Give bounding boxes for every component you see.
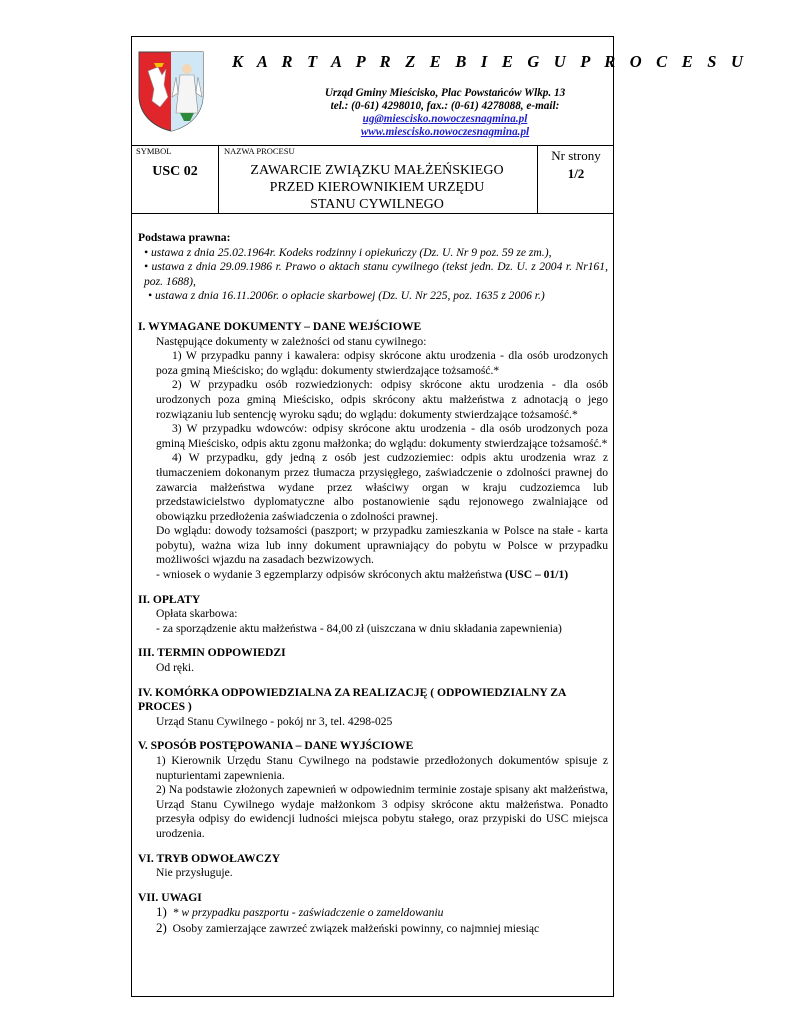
document-header bbox=[132, 37, 749, 146]
section-text: Nie przysługuje. bbox=[156, 866, 233, 880]
process-info-row bbox=[132, 145, 613, 214]
section-text: Od ręki. bbox=[156, 661, 194, 675]
request-text: - wniosek o wydanie 3 egzemplarzy odpisów skróconych aktu małżeństwa bbox=[156, 568, 506, 582]
section-paragraph: 2) W przypadku osób rozwiedzionych: odpisy skrócone aktu urodzenia - dla osób urodzonych poza gminą Mieścisko, odpis skrócony aktu małżeństwa z adnotacją o jego rozwiązaniu lub sentencję wyroku sądu; do wglądu: dokumenty stwierdzające tożsamość.* bbox=[156, 378, 608, 421]
section-heading: IV. KOMÓRKA ODPOWIEDZIALNA ZA REALIZACJĘ ( ODPOWIEDZIALNY ZA PROCES ) bbox=[138, 685, 566, 714]
section-heading: V. SPOSÓB POSTĘPOWANIA – DANE WYJŚCIOWE bbox=[138, 739, 414, 753]
remark-item bbox=[138, 921, 608, 937]
email-link[interactable]: ug@miescisko.nowoczesnagmina.pl bbox=[362, 113, 528, 125]
legal-basis-item: • ustawa z dnia 29.09.1986 r. Prawo o aktach stanu cywilnego (tekst jedn. Dz. U. z 2004 r. Nr161, poz. 1688), bbox=[144, 260, 608, 288]
remark-number: 1) bbox=[156, 904, 167, 920]
office-address bbox=[277, 87, 613, 139]
section-paragraph: 1) W przypadku panny i kawalera: odpisy skrócone aktu urodzenia - dla osób urodzonych poza gminą Mieścisko; do wglądu: dokumenty stwierdzające tożsamość.* bbox=[156, 349, 608, 377]
section-text: Opłata skarbowa: bbox=[156, 607, 238, 621]
remark-number: 2) bbox=[156, 919, 167, 935]
legal-basis-heading: Podstawa prawna: bbox=[138, 231, 231, 244]
website-link[interactable]: www.miescisko.nowoczesnagmina.pl bbox=[360, 126, 530, 138]
document-frame bbox=[131, 36, 749, 997]
legal-basis-item: • ustawa z dnia 25.02.1964r. Kodeks rodzinny i opiekuńczy (Dz. U. Nr 9 poz. 59 ze zm.), bbox=[144, 245, 552, 259]
remark-item bbox=[138, 905, 608, 921]
process-symbol: USC 02 bbox=[152, 164, 198, 179]
section-text: Urząd Stanu Cywilnego - pokój nr 3, tel. 4298-025 bbox=[156, 714, 393, 728]
address-line: Urząd Gminy Mieścisko, Plac Powstańców Wlkp. 13 bbox=[324, 87, 566, 99]
section-heading: VII. UWAGI bbox=[138, 890, 202, 904]
document-title: K A R T A P R Z E B I E G U P R O C E S U bbox=[232, 52, 749, 71]
section-paragraph: 2) Na podstawie złożonych zapewnień w odpowiednim terminie zostaje spisany akt małżeństwa, Urząd Stanu Cywilnego wydaje małżonkom 3 odpisy skrócone aktu małżeństwa. Ponadto przesyła odpisy do ewidencji ludności miejsca pobytu stałego, oraz przypiski do USC miejsca urodzenia. bbox=[156, 783, 608, 840]
process-name-line: ZAWARCIE ZWIĄZKU MAŁŻEŃSKIEGO bbox=[250, 163, 504, 178]
symbol-cell bbox=[132, 145, 219, 213]
page-number-label: Nr strony bbox=[551, 148, 601, 163]
remark-text: * w przypadku paszportu - zaświadczenie o zameldowaniu bbox=[172, 906, 444, 920]
section-paragraph: 3) W przypadku wdowców: odpisy skrócone aktu urodzenia - dla osób urodzonych poza gminą Mieścisko, odpis aktu zgonu małżonka; do wglądu: dokumenty stwierdzające tożsamość.* bbox=[156, 422, 608, 450]
process-name-label: NAZWA PROCESU bbox=[224, 146, 295, 156]
process-name-line: PRZED KIEROWNIKIEM URZĘDU bbox=[269, 180, 485, 195]
coat-of-arms-icon bbox=[136, 49, 206, 133]
section-text: - za sporządzenie aktu małżeństwa - 84,00 zł (uiszczana w dniu składania zapewnienia) bbox=[156, 621, 562, 635]
section-paragraph: 1) Kierownik Urzędu Stanu Cywilnego na podstawie przedłożonych dokumentów spisuje z nupturientami zapewnienia. bbox=[156, 754, 608, 782]
section-heading: III. TERMIN ODPOWIEDZI bbox=[138, 646, 286, 660]
document-body bbox=[138, 231, 608, 937]
section-paragraph: 4) W przypadku, gdy jedną z osób jest cudzoziemiec: odpis aktu urodzenia wraz z tłumaczeniem dokonanym przez tłumacza przysięgłego, zaświadczenie o zdolności prawnej do zawarcia małżeństwa wydane przez właściwy organ w kraju cudzoziemca lub przedstawicielstwo dyplomatyczne albo postanowienie sądu rejonowego zwalniające od obowiązku przedłożenia zaświadczenia o zdolności prawnej. bbox=[156, 451, 608, 523]
section-paragraph: Do wglądu: dowody tożsamości (paszport; w przypadku zamieszkania w Polsce na stałe - karta pobytu), ważna wiza lub inny dokument uprawniający do pobytu w Polsce w przypadku możliwości wjazdu na zasadach bezwizowych. bbox=[156, 524, 608, 567]
page-number: 1/2 bbox=[567, 166, 585, 181]
contact-line: tel.: (0-61) 4298010, fax.: (0-61) 4278088, e-mail: bbox=[330, 100, 560, 112]
section-heading: II. OPŁATY bbox=[138, 592, 201, 606]
symbol-label: SYMBOL bbox=[136, 146, 172, 156]
section-text: Następujące dokumenty w zależności od stanu cywilnego: bbox=[156, 334, 427, 348]
process-name-line: STANU CYWILNEGO bbox=[310, 197, 444, 212]
process-name bbox=[222, 162, 532, 213]
remark-text: Osoby zamierzające zawrzeć związek małżeński powinny, co najmniej miesiąc bbox=[172, 921, 540, 935]
page-number-cell bbox=[537, 145, 614, 213]
section-paragraph bbox=[138, 568, 608, 583]
section-heading: I. WYMAGANE DOKUMENTY – DANE WEJŚCIOWE bbox=[138, 319, 422, 333]
legal-basis-item: • ustawa z dnia 16.11.2006r. o opłacie skarbowej (Dz. U. Nr 225, poz. 1635 z 2006 r.) bbox=[148, 289, 545, 303]
section-heading: VI. TRYB ODWOŁAWCZY bbox=[138, 851, 281, 865]
form-reference: (USC – 01/1) bbox=[505, 568, 569, 582]
